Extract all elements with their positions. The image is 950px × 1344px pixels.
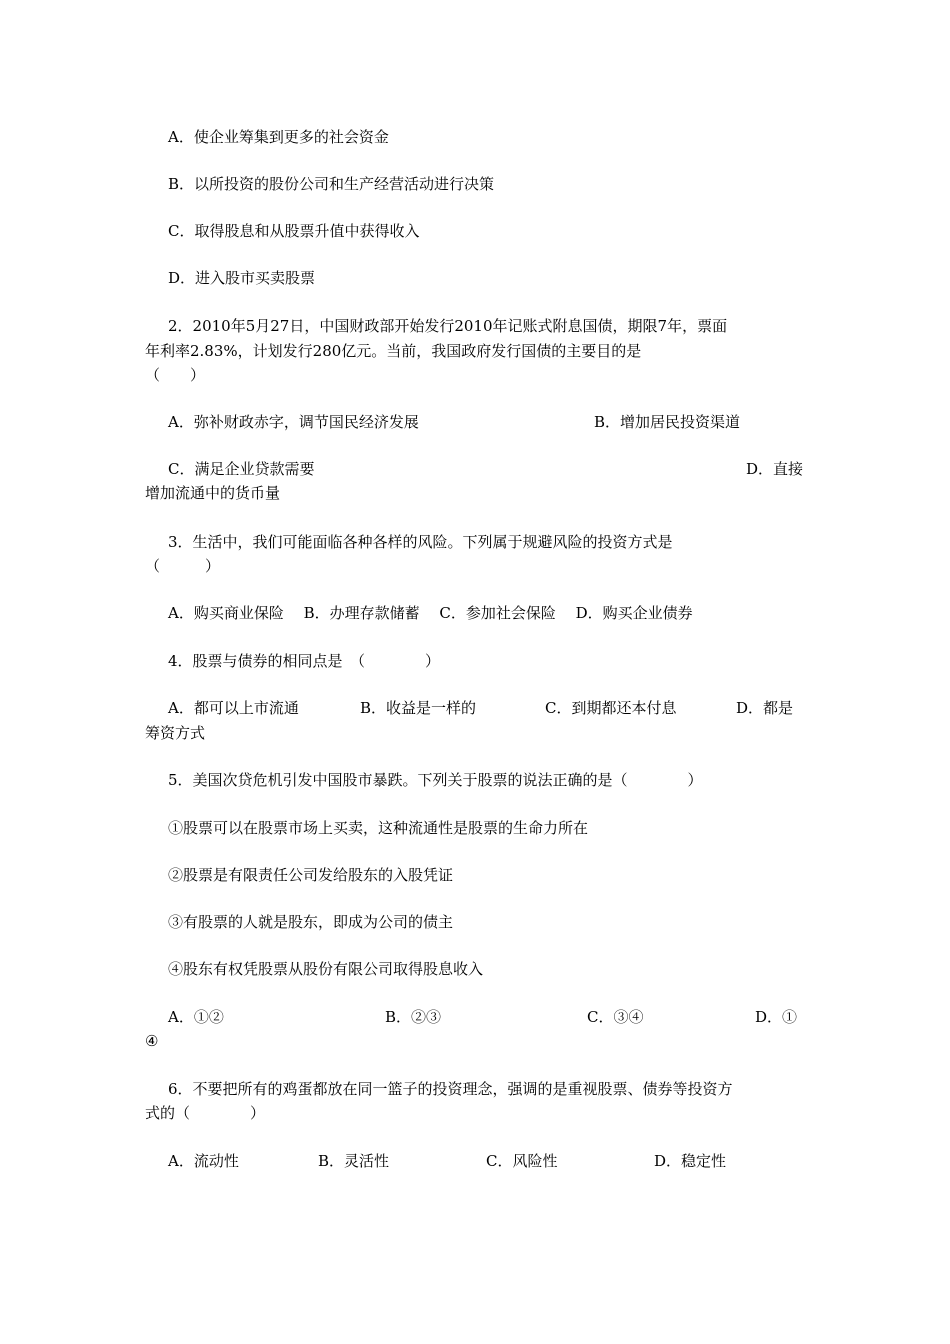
q5-statement-4: ④股东有权凭股票从股份有限公司取得股息收入 (168, 960, 484, 978)
q6-option-d: D．稳定性 (654, 1152, 727, 1170)
q1-option-a: A．使企业筹集到更多的社会资金 (168, 128, 389, 146)
q4-option-a: A．都可以上市流通 (168, 699, 299, 717)
q4-option-d: D．都是 (736, 699, 794, 717)
q2-option-a: A．弥补财政赤字，调节国民经济发展 (168, 413, 419, 431)
q3-answer-bracket: （ ） (145, 557, 221, 575)
q1-option-c: C．取得股息和从股票升值中获得收入 (168, 222, 420, 240)
q6-stem-line1: 6．不要把所有的鸡蛋都放在同一篮子的投资理念，强调的是重视股票、债券等投资方 (168, 1080, 733, 1098)
q5-stem: 5．美国次贷危机引发中国股市暴跌。下列关于股票的说法正确的是（ ） (168, 771, 703, 789)
q2-option-b: B．增加居民投资渠道 (594, 413, 741, 431)
q5-statement-3: ③有股票的人就是股东，即成为公司的债主 (168, 913, 454, 931)
q2-answer-bracket: （ ） (145, 366, 206, 384)
q5-option-d-continued: ④ (145, 1032, 159, 1050)
q5-option-b: B．②③ (385, 1008, 442, 1026)
q2-stem-line1: 2．2010年5月27日，中国财政部开始发行2010年记账式附息国债，期限7年，票面 (168, 317, 728, 335)
q6-stem-line2: 式的（ ） (145, 1104, 266, 1122)
q2-option-c: C．满足企业贷款需要 (168, 460, 315, 478)
q3-stem: 3．生活中，我们可能面临各种各样的风险。下列属于规避风险的投资方式是 (168, 533, 673, 551)
q6-option-c: C．风险性 (486, 1152, 558, 1170)
q4-option-d-continued: 筹资方式 (145, 724, 206, 742)
q1-option-b: B．以所投资的股份公司和生产经营活动进行决策 (168, 175, 495, 193)
q3-options: A．购买商业保险 B．办理存款储蓄 C．参加社会保险 D．购买企业债券 (168, 604, 693, 622)
q5-statement-1: ①股票可以在股票市场上买卖，这种流通性是股票的生命力所在 (168, 819, 589, 837)
q1-option-d: D．进入股市买卖股票 (168, 269, 316, 287)
q6-option-b: B．灵活性 (318, 1152, 390, 1170)
q5-option-a: A．①② (168, 1008, 224, 1026)
q5-option-d: D．① (755, 1008, 798, 1026)
q4-option-b: B．收益是一样的 (360, 699, 477, 717)
q4-option-c: C．到期都还本付息 (545, 699, 677, 717)
q6-option-a: A．流动性 (168, 1152, 239, 1170)
q5-statement-2: ②股票是有限责任公司发给股东的入股凭证 (168, 866, 454, 884)
q5-option-c: C．③④ (587, 1008, 644, 1026)
q4-stem: 4．股票与债券的相同点是 （ ） (168, 652, 441, 670)
q2-option-d: D．直接 (746, 460, 804, 478)
q2-stem-line2: 年利率2.83%，计划发行280亿元。当前，我国政府发行国债的主要目的是 (145, 342, 642, 360)
q2-option-d-continued: 增加流通中的货币量 (145, 484, 281, 502)
